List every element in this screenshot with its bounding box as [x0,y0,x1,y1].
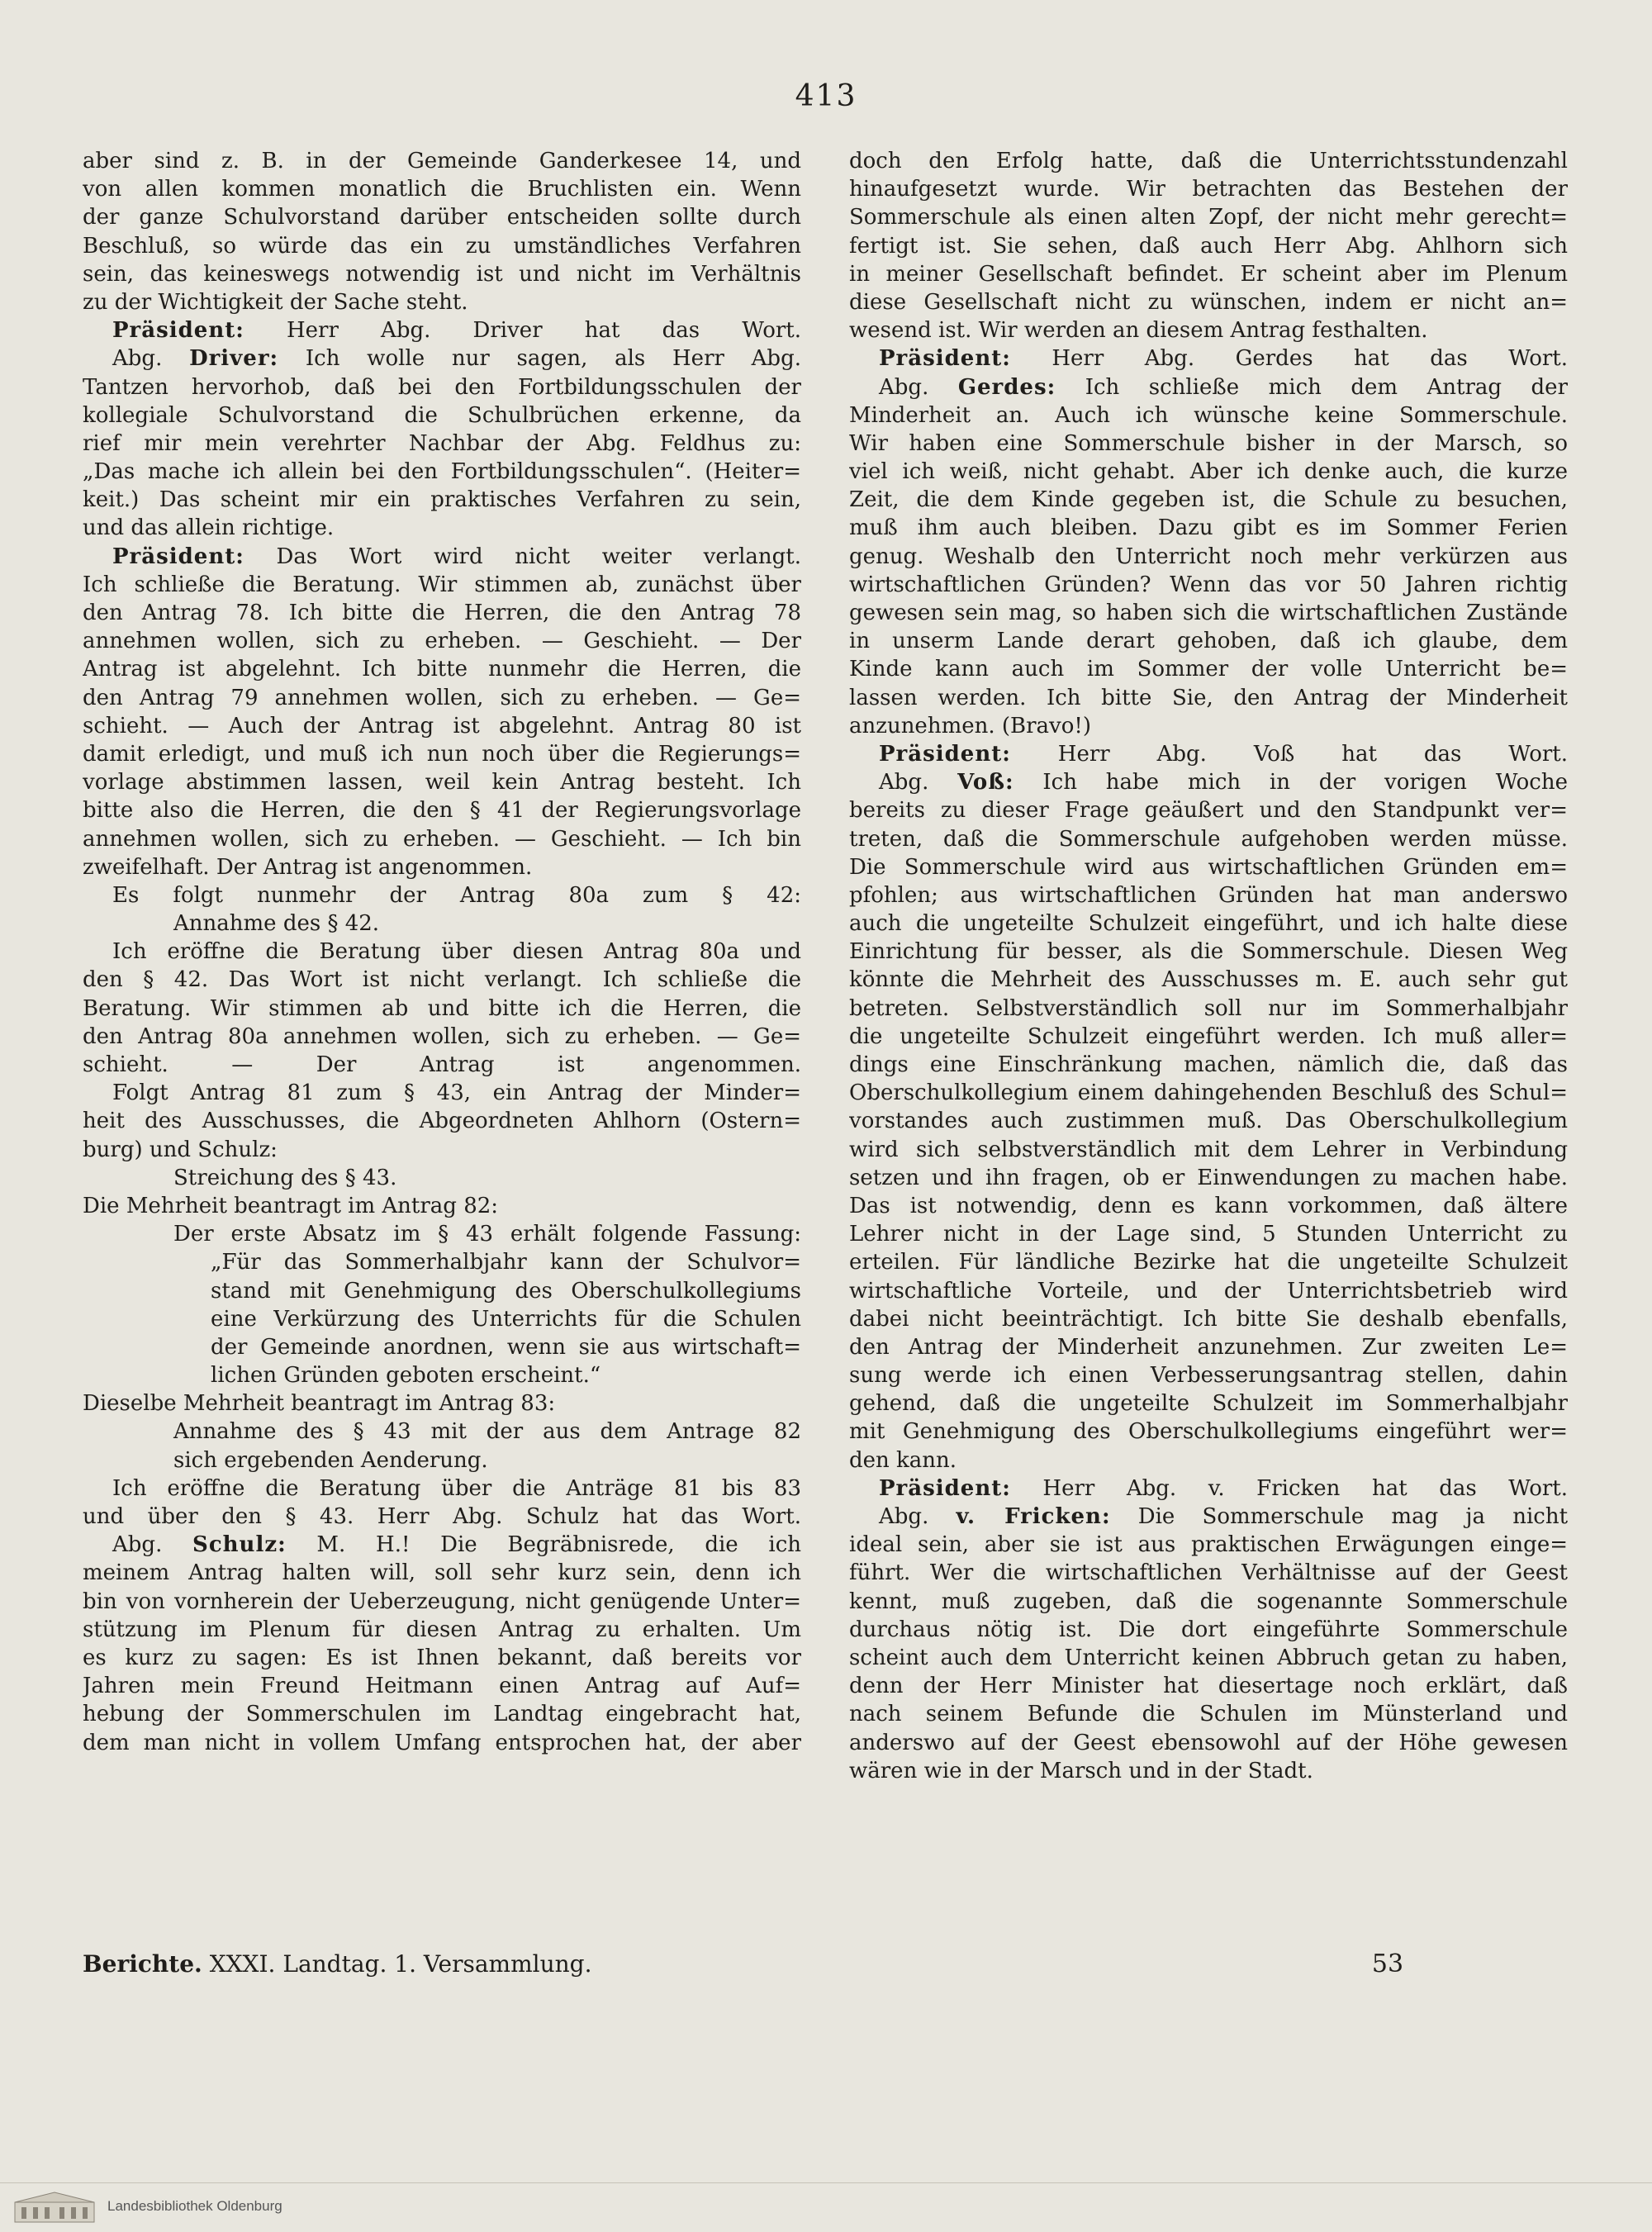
text-line: schieht. — Der Antrag ist angenommen. [83,1052,801,1077]
text-line: führt. Wer die wirtschaftlichen Verhältnisse auf der Geest [849,1560,1568,1586]
text-line: der Gemeinde anordnen, wenn sie aus wirtschaft= [211,1334,801,1360]
text-line: Minderheit an. Auch ich wünsche keine Sommerschule. [849,402,1568,428]
text-line: genug. Weshalb den Unterricht noch mehr verkürzen aus [849,544,1568,569]
text-line: Dieselbe Mehrheit beantragt im Antrag 83: [83,1391,556,1417]
text-line: diese Gesellschaft nicht zu wünschen, indem er nicht an= [849,289,1568,315]
text-line: Abg. Gerdes: Ich schließe mich dem Antrag der [879,374,1568,400]
text-line: aber sind z. B. in der Gemeinde Ganderkesee 14, und [83,149,801,173]
text-line: den kann. [849,1447,957,1473]
text-line: lassen werden. Ich bitte Sie, den Antrag der Minderheit [849,685,1568,710]
text-line: dabei nicht beeinträchtigt. Ich bitte Sie deshalb ebenfalls, [849,1306,1568,1332]
text-line: erteilen. Für ländliche Bezirke hat die ungeteilte Schulzeit [849,1250,1568,1275]
footer-title: Berichte. [83,1950,202,1978]
text-line: Folgt Antrag 81 zum § 43, ein Antrag der Minder= [112,1080,801,1106]
text-line: Zeit, die dem Kinde gegeben ist, die Schule zu besuchen, [849,487,1568,513]
text-line: ideal sein, aber sie ist aus praktischen Erwägungen einge= [849,1532,1568,1558]
text-line: wesend ist. Wir werden an diesem Antrag festhalten. [849,318,1428,344]
text-line: wirtschaftliche Vorteile, und der Unterrichtsbetrieb wird [849,1278,1568,1304]
text-line: annehmen wollen, sich zu erheben. — Geschieht. — Ich bin [83,826,801,852]
text-line: stützung im Plenum für diesen Antrag zu erhalten. Um [83,1617,801,1642]
text-line: in meiner Gesellschaft befindet. Er scheint aber im Plenum [849,261,1568,287]
text-line: Einrichtung für besser, als die Sommerschule. Diesen Weg [849,939,1568,965]
text-line: und über den § 43. Herr Abg. Schulz hat das Wort. [83,1504,801,1529]
text-line: Lehrer nicht in der Lage sind, 5 Stunden Unterricht zu [849,1222,1568,1247]
text-line: Streichung des § 43. [173,1165,397,1190]
text-line: bitte also die Herren, die den § 41 der Regierungsvorlage [83,798,801,824]
text-line: viel ich weiß, nicht gehabt. Aber ich denke auch, die kurze [849,459,1568,485]
text-line: Es folgt nunmehr der Antrag 80a zum § 42: [112,882,801,908]
text-line: Präsident: Herr Abg. v. Fricken hat das Wort. [879,1475,1568,1501]
text-line: Das ist notwendig, denn es kann vorkommen, daß ältere [849,1193,1568,1218]
library-building-icon [13,2191,96,2224]
text-line: den Antrag 78. Ich bitte die Herren, die den Antrag 78 [83,601,801,625]
text-line: Präsident: Herr Abg. Driver hat das Wort. [112,318,801,344]
text-line: Wir haben eine Sommerschule bisher in der Marsch, so [849,430,1568,456]
text-line: Oberschulkollegium einem dahingehenden Beschluß des Schul= [849,1080,1568,1106]
text-line: annehmen wollen, sich zu erheben. — Geschieht. — Der [83,629,801,654]
text-line: sich ergebenden Aenderung. [173,1447,488,1473]
text-line: hinaufgesetzt wurde. Wir betrachten das Bestehen der [849,177,1568,202]
text-line: lichen Gründen geboten erscheint.“ [211,1363,601,1389]
text-line: Präsident: Herr Abg. Voß hat das Wort. [879,741,1568,767]
text-line: zweifelhaft. Der Antrag ist angenommen. [83,854,533,880]
text-line: sung werde ich einen Verbesserungsantrag stellen, dahin [849,1363,1568,1389]
text-line: vorlage abstimmen lassen, weil kein Antrag besteht. Ich [83,770,801,795]
text-line: den Antrag 80a annehmen wollen, sich zu erheben. — Ge= [83,1023,801,1049]
text-line: doch den Erfolg hatte, daß die Unterrichtsstundenzahl [849,149,1568,173]
text-line: anzunehmen. (Bravo!) [849,713,1091,738]
text-line: nach seinem Befunde die Schulen im Münsterland und [849,1702,1568,1727]
text-line: hebung der Sommerschulen im Landtag eingebracht hat, [83,1702,801,1727]
footer-session: XXXI. Landtag. 1. Versammlung. [209,1950,592,1978]
text-line: Jahren mein Freund Heitmann einen Antrag auf Auf= [83,1674,801,1699]
text-line: Annahme des § 42. [173,911,380,937]
text-line: schieht. — Auch der Antrag ist abgelehnt. Antrag 80 ist [83,713,801,738]
text-line: denn der Herr Minister hat diesertage noch erklärt, daß [849,1674,1568,1699]
text-line: wären wie in der Marsch und in der Stadt. [849,1758,1313,1783]
page-number: 413 [795,79,857,113]
text-line: sein, das keineswegs notwendig ist und nicht im Verhältnis [83,261,801,287]
text-line: Präsident: Das Wort wird nicht weiter verlangt. [112,544,801,569]
text-line: rief mir mein verehrter Nachbar der Abg. Feldhus zu: [83,430,801,456]
text-line: von allen kommen monatlich die Bruchlisten ein. Wenn [83,177,801,202]
text-line: Präsident: Herr Abg. Gerdes hat das Wort. [879,346,1568,372]
text-line: anderswo auf der Geest ebensowohl auf der Höhe gewesen [849,1730,1568,1755]
text-line: Kinde kann auch im Sommer der volle Unterricht be= [849,657,1568,682]
text-line: meinem Antrag halten will, soll sehr kurz sein, denn ich [83,1560,801,1586]
text-line: es kurz zu sagen: Es ist Ihnen bekannt, daß bereits vor [83,1645,801,1670]
text-line: betreten. Selbstverständlich soll nur im Sommerhalbjahr [849,995,1568,1021]
text-line: Der erste Absatz im § 43 erhält folgende Fassung: [173,1222,801,1247]
text-line: Die Sommerschule wird aus wirtschaftlichen Gründen em= [849,854,1568,880]
text-line: wirtschaftlichen Gründen? Wenn das vor 50 Jahren richtig [849,572,1568,597]
text-line: Ich schließe die Beratung. Wir stimmen ab, zunächst über [83,572,801,597]
text-line: damit erledigt, und muß ich nun noch über die Regierungs= [83,741,801,767]
text-line: Ich eröffne die Beratung über die Anträge 81 bis 83 [112,1475,801,1501]
text-line: Antrag ist abgelehnt. Ich bitte nunmehr die Herren, die [83,657,801,682]
text-line: gewesen sein mag, so haben sich die wirtschaftlichen Zustände [849,601,1568,625]
text-line: könnte die Mehrheit des Ausschusses m. E. auch sehr gut [849,967,1568,993]
text-line: Sommerschule als einen alten Zopf, der nicht mehr gerecht= [849,205,1568,230]
text-line: den § 42. Das Wort ist nicht verlangt. Ich schließe die [83,967,801,993]
text-line: den Antrag 79 annehmen wollen, sich zu erheben. — Ge= [83,685,801,710]
text-line: „Für das Sommerhalbjahr kann der Schulvor= [211,1250,801,1275]
text-line: gehend, daß die ungeteilte Schulzeit im Sommerhalbjahr [849,1391,1568,1417]
text-line: mit Genehmigung des Oberschulkollegiums eingeführt wer= [849,1419,1568,1445]
text-line: den Antrag der Minderheit anzunehmen. Zur zweiten Le= [849,1334,1568,1360]
text-line: kollegiale Schulvorstand die Schulbrüchen erkenne, da [83,402,801,428]
text-line: auch die ungeteilte Schulzeit eingeführt, und ich halte diese [849,911,1568,937]
text-line: muß ihm auch bleiben. Dazu gibt es im Sommer Ferien [849,515,1568,541]
text-line: wird sich selbstverständlich mit dem Lehrer in Verbindung [849,1137,1568,1162]
text-line: fertigt ist. Sie sehen, daß auch Herr Abg. Ahlhorn sich [849,233,1568,259]
text-line: die ungeteilte Schulzeit eingeführt werden. Ich muß aller= [849,1023,1568,1049]
text-line: heit des Ausschusses, die Abgeordneten Ahlhorn (Ostern= [83,1109,801,1134]
left-text-column [83,147,801,1757]
text-line: bereits zu dieser Frage geäußert und den Standpunkt ver= [849,798,1568,824]
text-line: setzen und ihn fragen, ob er Einwendungen zu machen habe. [849,1165,1568,1190]
text-line: in unserm Lande derart gehoben, daß ich glaube, dem [849,629,1568,654]
text-line: Abg. v. Fricken: Die Sommerschule mag ja nicht [879,1504,1568,1529]
text-line: dings eine Einschränkung machen, nämlich die, daß das [849,1052,1568,1077]
text-line: Die Mehrheit beantragt im Antrag 82: [83,1193,499,1218]
text-line: scheint auch dem Unterricht keinen Abbruch getan zu haben, [849,1645,1568,1670]
sheet-number: 53 [1371,1949,1404,1978]
text-line: keit.) Das scheint mir ein praktisches Verfahren zu sein, [83,487,801,513]
text-line: durchaus nötig ist. Die dort eingeführte Sommerschule [849,1617,1568,1642]
text-line: vorstandes auch zustimmen muß. Das Oberschulkollegium [849,1109,1568,1134]
page-footer [83,1948,1437,1981]
text-line: bin von vornherein der Ueberzeugung, nicht genügende Unter= [83,1589,801,1614]
text-line: Annahme des § 43 mit der aus dem Antrage 82 [173,1419,801,1445]
text-line: „Das mache ich allein bei den Fortbildungsschulen“. (Heiter= [83,459,801,485]
text-line: Abg. Voß: Ich habe mich in der vorigen Woche [879,770,1568,795]
text-line: treten, daß die Sommerschule aufgehoben werden müsse. [849,826,1568,852]
text-line: kennt, muß zugeben, daß die sogenannte Sommerschule [849,1589,1568,1614]
text-line: und das allein richtige. [83,515,335,541]
library-name: Landesbibliothek Oldenburg [107,2198,282,2214]
text-line: dem man nicht in vollem Umfang entsprochen hat, der aber [83,1730,801,1755]
text-line: Abg. Driver: Ich wolle nur sagen, als Herr Abg. [112,346,801,372]
text-line: Ich eröffne die Beratung über diesen Antrag 80a und [112,939,801,965]
text-line: Beschluß, so würde das ein zu umständliches Verfahren [83,233,801,259]
right-text-column [849,147,1568,1785]
text-line: Abg. Schulz: M. H.! Die Begräbnisrede, die ich [112,1532,801,1558]
text-line: Tantzen hervorhob, daß bei den Fortbildungsschulen der [83,374,801,400]
text-line: stand mit Genehmigung des Oberschulkollegiums [211,1278,801,1304]
text-line: Beratung. Wir stimmen ab und bitte ich die Herren, die [83,995,801,1021]
text-line: eine Verkürzung des Unterrichts für die Schulen [211,1306,801,1332]
text-line: zu der Wichtigkeit der Sache steht. [83,289,468,315]
text-line: pfohlen; aus wirtschaftlichen Gründen hat man anderswo [849,882,1568,908]
text-line: der ganze Schulvorstand darüber entscheiden sollte durch [83,205,801,230]
text-line: burg) und Schulz: [83,1137,278,1162]
